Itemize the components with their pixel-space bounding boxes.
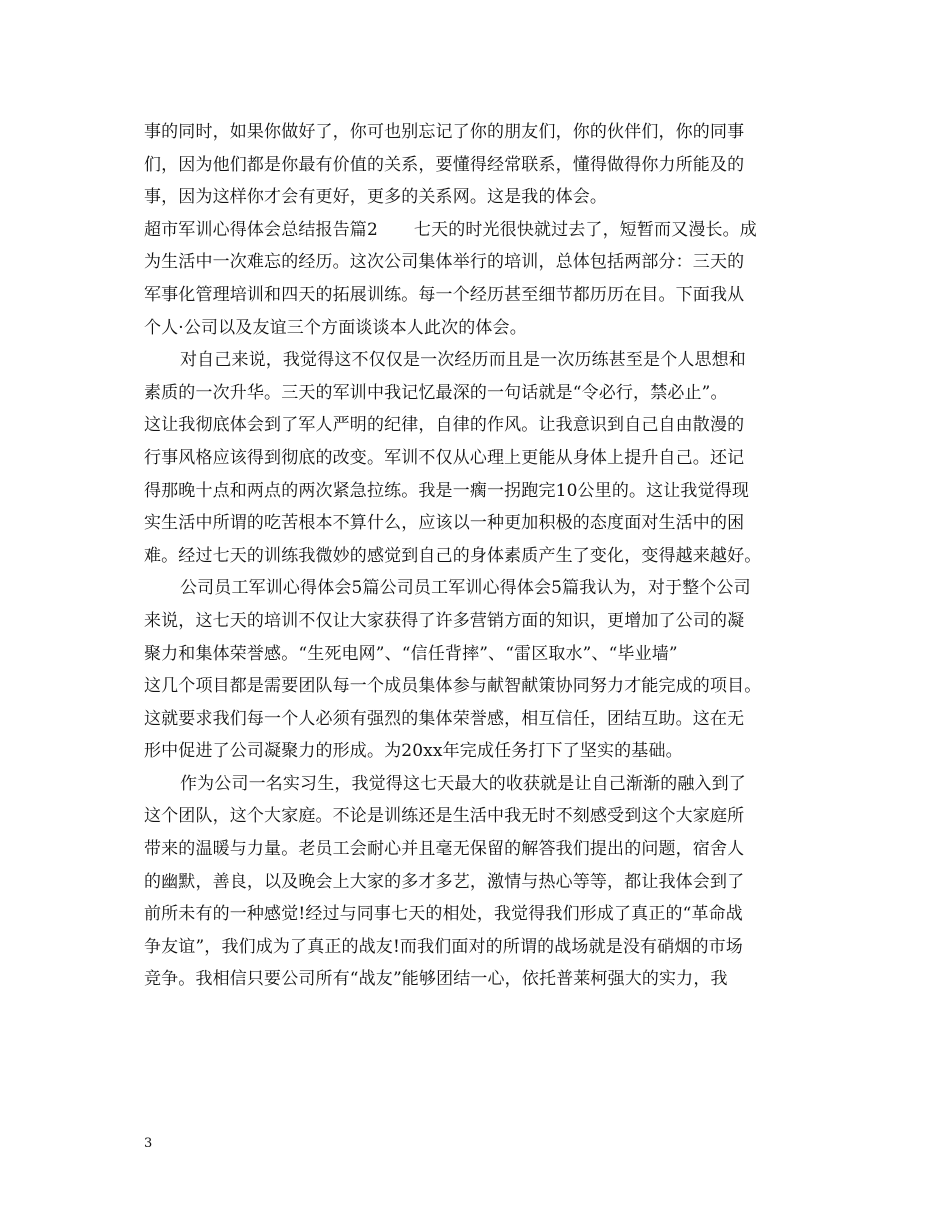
text-line: 事，因为这样你才会有更好，更多的关系网。这是我的体会。 xyxy=(144,187,608,208)
section-first-text: 七天的时光很快就过去了，短暂而又漫长。成 xyxy=(413,219,757,240)
text-line: 形中促进了公司凝聚力的形成。为20xx年完成任务打下了坚实的基础。 xyxy=(144,741,683,762)
text-line: 这就要求我们每一个人必须有强烈的集体荣誉感，相互信任，团结互助。这在无 xyxy=(144,708,745,729)
document-body xyxy=(144,116,820,996)
section-heading: 超市军训心得体会总结报告篇2 xyxy=(144,219,378,240)
text-line: 得那晚十点和两点的两次紧急拉练。我是一瘸一拐跑完10公里的。这让我觉得现 xyxy=(144,480,750,501)
text-line: 竞争。我相信只要公司所有“战友”能够团结一心，依托普莱柯强大的实力，我 xyxy=(144,969,728,990)
paragraph-first-line: 公司员工军训心得体会5篇公司员工军训心得体会5篇我认为，对于整个公司 xyxy=(180,578,751,599)
text-line: 个人·公司以及友谊三个方面谈谈本人此次的体会。 xyxy=(144,317,527,338)
text-line: 实生活中所谓的吃苦根本不算什么，应该以一种更加积极的态度面对生活中的困 xyxy=(144,513,745,534)
text-line: 这让我彻底体会到了军人严明的纪律，自律的作风。让我意识到自己自由散漫的 xyxy=(144,415,745,436)
text-line: 这几个项目都是需要团队每一个成员集体参与献智献策协同努力才能完成的项目。 xyxy=(144,676,762,697)
text-line: 带来的温暖与力量。老员工会耐心并且毫无保留的解答我们提出的问题，宿舍人 xyxy=(144,839,745,860)
paragraph-first-line: 对自己来说，我觉得这不仅仅是一次经历而且是一次历练甚至是个人思想和 xyxy=(180,350,746,371)
text-line: 的幽默，善良，以及晚会上大家的多才多艺，激情与热心等等，都让我体会到了 xyxy=(144,871,745,892)
text-line: 聚力和集体荣誉感。“生死电网”、“信任背摔”、“雷区取水”、“毕业墙” xyxy=(144,643,678,664)
text-line: 行事风格应该得到彻底的改变。军训不仅从心理上更能从身体上提升自己。还记 xyxy=(144,447,745,468)
text-line: 军事化管理培训和四天的拓展训练。每一个经历甚至细节都历历在目。下面我从 xyxy=(144,284,745,305)
text-line: 来说，这七天的培训不仅让大家获得了许多营销方面的知识，更增加了公司的凝 xyxy=(144,610,745,631)
text-line: 事的同时，如果你做好了，你可也别忘记了你的朋友们，你的伙伴们，你的同事 xyxy=(144,122,745,142)
text-line: 素质的一次升华。三天的军训中我记忆最深的一句话就是“令必行，禁必止”。 xyxy=(144,382,728,403)
text-line: 前所未有的一种感觉!经过与同事七天的相处，我觉得我们形成了真正的“革命战 xyxy=(144,904,743,925)
text-line: 为生活中一次难忘的经历。这次公司集体举行的培训，总体包括两部分：三天的 xyxy=(144,252,745,273)
section-line xyxy=(144,214,820,247)
text-line: 这个团队，这个大家庭。不论是训练还是生活中我无时不刻感受到这个大家庭所 xyxy=(144,806,745,827)
paragraph-first-line: 作为公司一名实习生，我觉得这七天最大的收获就是让自己渐渐的融入到了 xyxy=(180,773,746,794)
page-number: 3 xyxy=(144,1136,153,1151)
text-line: 争友谊”，我们成为了真正的战友!而我们面对的所谓的战场就是没有硝烟的市场 xyxy=(144,936,743,957)
text-line: 们，因为他们都是你最有价值的关系，要懂得经常联系，懂得做得你力所能及的 xyxy=(144,154,745,175)
text-line: 难。经过七天的训练我微妙的感觉到自己的身体素质产生了变化，变得越来越好。 xyxy=(144,545,762,566)
